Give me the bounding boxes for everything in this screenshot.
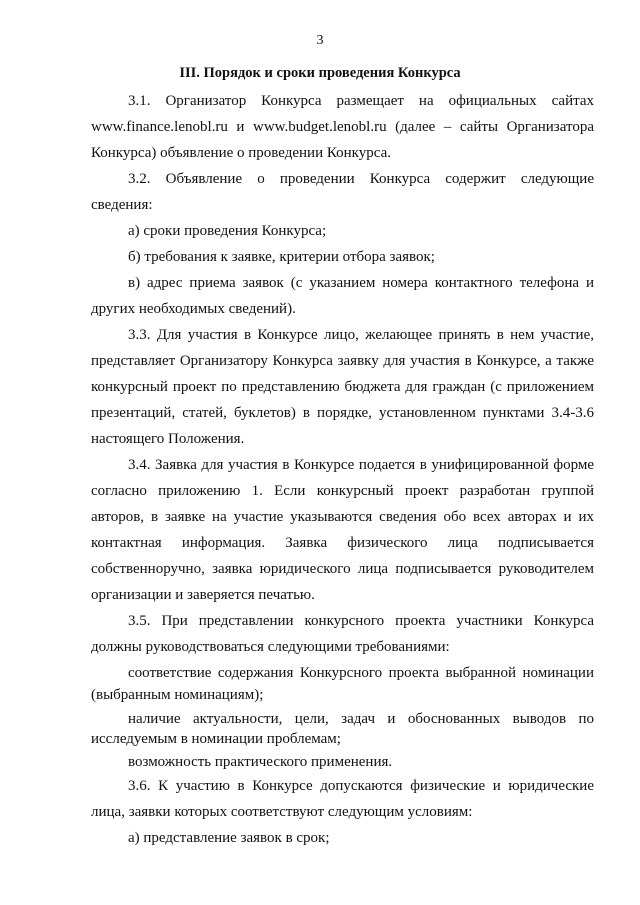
paragraph-line: сведения: bbox=[91, 197, 153, 213]
paragraph-line: лица, заявки которых соответствуют следующим условиям: bbox=[91, 804, 473, 820]
paragraph-line: www.finance.lenobl.ru и www.budget.lenobl.ru (далее – сайты Организатора bbox=[91, 119, 594, 135]
list-item: а) сроки проведения Конкурса; bbox=[128, 223, 327, 239]
list-item: наличие актуальности, цели, задач и обоснованных выводов по bbox=[128, 711, 594, 727]
paragraph-line: представляет Организатору Конкурса заявку для участия в Конкурсе, а также bbox=[91, 353, 594, 369]
paragraph-line: (выбранным номинациям); bbox=[91, 687, 264, 703]
paragraph-line: Конкурса) объявление о проведении Конкурса. bbox=[91, 145, 391, 161]
list-item: а) представление заявок в срок; bbox=[128, 830, 330, 846]
paragraph-line: 3.3. Для участия в Конкурсе лицо, желающее принять в нем участие, bbox=[128, 327, 594, 343]
list-item: возможность практического применения. bbox=[128, 754, 393, 770]
paragraph-line: исследуемым в номинации проблемам; bbox=[91, 731, 341, 747]
paragraph-line: других необходимых сведений). bbox=[91, 301, 296, 317]
paragraph-line: авторов, в заявке на участие указываются сведения обо всех авторах и их bbox=[91, 509, 594, 525]
paragraph-line: контактная информация. Заявка физического лица подписывается bbox=[91, 535, 594, 551]
list-item: б) требования к заявке, критерии отбора заявок; bbox=[128, 249, 435, 265]
list-item: в) адрес приема заявок (с указанием номера контактного телефона и bbox=[128, 275, 594, 291]
paragraph-line: 3.2. Объявление о проведении Конкурса содержит следующие bbox=[128, 171, 594, 187]
paragraph-line: конкурсный проект по представлению бюджета для граждан (с приложением bbox=[91, 379, 594, 395]
paragraph-line: должны руководствоваться следующими требованиями: bbox=[91, 639, 450, 655]
section-heading: III. Порядок и сроки проведения Конкурса bbox=[179, 65, 461, 81]
paragraph-line: собственноручно, заявка юридического лица подписывается руководителем bbox=[91, 561, 594, 577]
paragraph-line: презентаций, статей, буклетов) в порядке, установленном пунктами 3.4-3.6 bbox=[91, 405, 594, 421]
paragraph-line: 3.6. К участию в Конкурсе допускаются физические и юридические bbox=[128, 778, 594, 794]
paragraph-line: согласно приложению 1. Если конкурсный проект разработан группой bbox=[91, 483, 594, 499]
paragraph-line: настоящего Положения. bbox=[91, 431, 245, 447]
paragraph-line: 3.4. Заявка для участия в Конкурсе подается в унифицированной форме bbox=[128, 457, 594, 473]
list-item: соответствие содержания Конкурсного проекта выбранной номинации bbox=[128, 665, 594, 681]
page-number: 3 bbox=[316, 33, 324, 48]
paragraph-line: 3.1. Организатор Конкурса размещает на официальных сайтах bbox=[128, 93, 594, 109]
paragraph-line: организации и заверяется печатью. bbox=[91, 587, 315, 603]
paragraph-line: 3.5. При представлении конкурсного проекта участники Конкурса bbox=[128, 613, 594, 629]
